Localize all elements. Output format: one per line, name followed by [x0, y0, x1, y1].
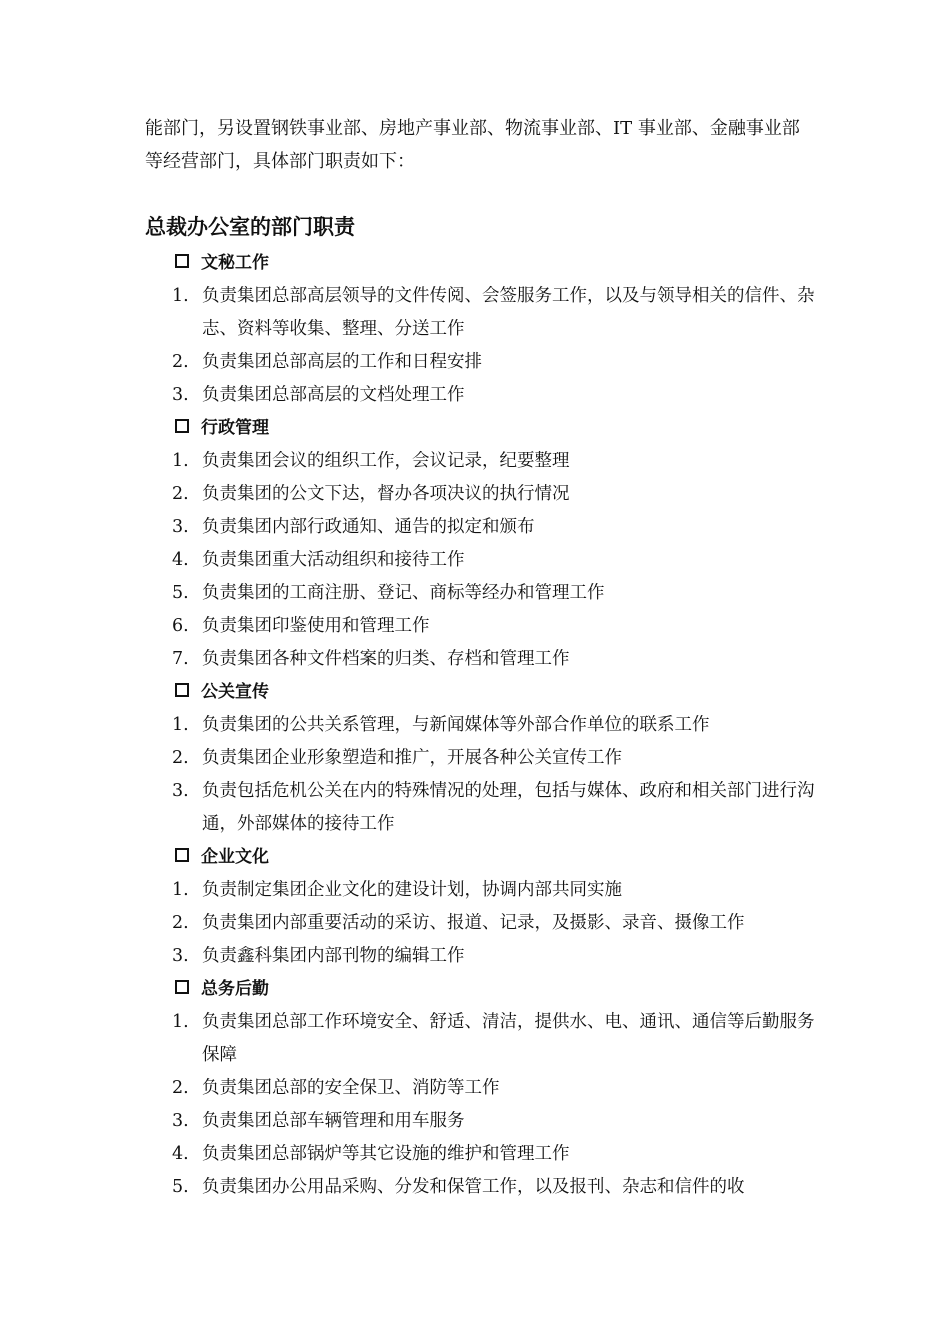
list-item	[145, 643, 815, 676]
list-item-number: 1.	[172, 451, 189, 471]
subsection-heading-label: 总务后勤	[201, 979, 269, 999]
list-item-text: 负责集团办公用品采购、分发和保管工作，以及报刊、杂志和信件的收	[202, 1177, 745, 1197]
list-item-text: 负责集团的工商注册、登记、商标等经办和管理工作	[202, 583, 605, 603]
list-item-text: 负责制定集团企业文化的建设计划，协调内部共同实施	[202, 880, 622, 900]
list-item-text: 负责鑫科集团内部刊物的编辑工作	[202, 946, 465, 966]
list-item	[145, 610, 815, 643]
list-item-number: 6.	[172, 616, 189, 636]
list-item	[145, 1072, 815, 1105]
checkbox-bullet-icon	[175, 254, 189, 268]
list-item	[145, 346, 815, 379]
list-item-text: 负责集团会议的组织工作，会议记录，纪要整理	[202, 451, 570, 471]
intro-paragraph: 能部门，另设置钢铁事业部、房地产事业部、物流事业部、IT 事业部、金融事业部等经营部门，具体部门职责如下：	[145, 118, 800, 172]
list-item-text: 负责集团各种文件档案的归类、存档和管理工作	[202, 649, 570, 669]
list-item-text: 负责集团重大活动组织和接待工作	[202, 550, 465, 570]
list-item-text: 负责集团的公文下达，督办各项决议的执行情况	[202, 484, 570, 504]
checkbox-bullet-icon	[175, 848, 189, 862]
list-item	[145, 709, 815, 742]
list-item-number: 3.	[172, 1111, 189, 1131]
list-item-number: 2.	[172, 352, 189, 372]
list-item	[145, 1138, 815, 1171]
subsection-heading	[145, 841, 815, 874]
list-item-number: 3.	[172, 517, 189, 537]
list-item-text: 负责集团总部锅炉等其它设施的维护和管理工作	[202, 1144, 570, 1164]
list-item	[145, 1171, 815, 1204]
section-title: 总裁办公室的部门职责	[145, 215, 355, 239]
list-item-number: 7.	[172, 649, 189, 669]
list-item	[145, 742, 815, 775]
subsection-heading-label: 企业文化	[201, 847, 269, 867]
list-item-text: 负责集团总部车辆管理和用车服务	[202, 1111, 465, 1131]
checkbox-bullet-icon	[175, 980, 189, 994]
list-item	[145, 577, 815, 610]
list-item	[145, 1105, 815, 1138]
list-item-number: 1.	[172, 286, 189, 306]
list-item-number: 4.	[172, 550, 189, 570]
list-item	[145, 874, 815, 907]
list-item-number: 3.	[172, 385, 189, 405]
duty-list	[145, 247, 815, 1204]
list-item-text: 负责集团的公共关系管理，与新闻媒体等外部合作单位的联系工作	[202, 715, 710, 735]
list-item-text: 负责集团总部的安全保卫、消防等工作	[202, 1078, 500, 1098]
list-item-number: 2.	[172, 1078, 189, 1098]
list-item-text: 负责集团总部高层领导的文件传阅、会签服务工作，以及与领导相关的信件、杂志、资料等收集、整理、分送工作	[202, 286, 815, 339]
subsection-heading	[145, 973, 815, 1006]
list-item-text: 负责集团总部高层的文档处理工作	[202, 385, 465, 405]
list-item	[145, 511, 815, 544]
subsection-heading-label: 行政管理	[201, 418, 269, 438]
list-item-text: 负责集团企业形象塑造和推广，开展各种公关宣传工作	[202, 748, 622, 768]
list-item-number: 1.	[172, 715, 189, 735]
checkbox-bullet-icon	[175, 683, 189, 697]
list-item-number: 5.	[172, 583, 189, 603]
list-item-number: 1.	[172, 880, 189, 900]
list-item	[145, 907, 815, 940]
list-item	[145, 940, 815, 973]
subsection-heading	[145, 412, 815, 445]
subsection-heading-label: 文秘工作	[201, 253, 269, 273]
list-item-number: 4.	[172, 1144, 189, 1164]
list-item-text: 负责集团印鉴使用和管理工作	[202, 616, 430, 636]
list-item	[145, 775, 815, 841]
subsection-heading	[145, 676, 815, 709]
list-item-text: 负责集团总部高层的工作和日程安排	[202, 352, 482, 372]
list-item-text: 负责集团内部重要活动的采访、报道、记录，及摄影、录音、摄像工作	[202, 913, 745, 933]
list-item-number: 5.	[172, 1177, 189, 1197]
list-item	[145, 445, 815, 478]
subsection-heading	[145, 247, 815, 280]
list-item-text: 负责包括危机公关在内的特殊情况的处理，包括与媒体、政府和相关部门进行沟通，外部媒体的接待工作	[202, 781, 815, 834]
list-item-number: 3.	[172, 946, 189, 966]
list-item	[145, 379, 815, 412]
list-item-number: 2.	[172, 484, 189, 504]
list-item-number: 2.	[172, 913, 189, 933]
list-item	[145, 478, 815, 511]
list-item-number: 1.	[172, 1012, 189, 1032]
subsection-heading-label: 公关宣传	[201, 682, 269, 702]
list-item	[145, 280, 815, 346]
checkbox-bullet-icon	[175, 419, 189, 433]
list-item	[145, 544, 815, 577]
list-item-text: 负责集团内部行政通知、通告的拟定和颁布	[202, 517, 535, 537]
list-item-number: 2.	[172, 748, 189, 768]
list-item-text: 负责集团总部工作环境安全、舒适、清洁，提供水、电、通讯、通信等后勤服务保障	[202, 1012, 815, 1065]
list-item-number: 3.	[172, 781, 189, 801]
list-item	[145, 1006, 815, 1072]
